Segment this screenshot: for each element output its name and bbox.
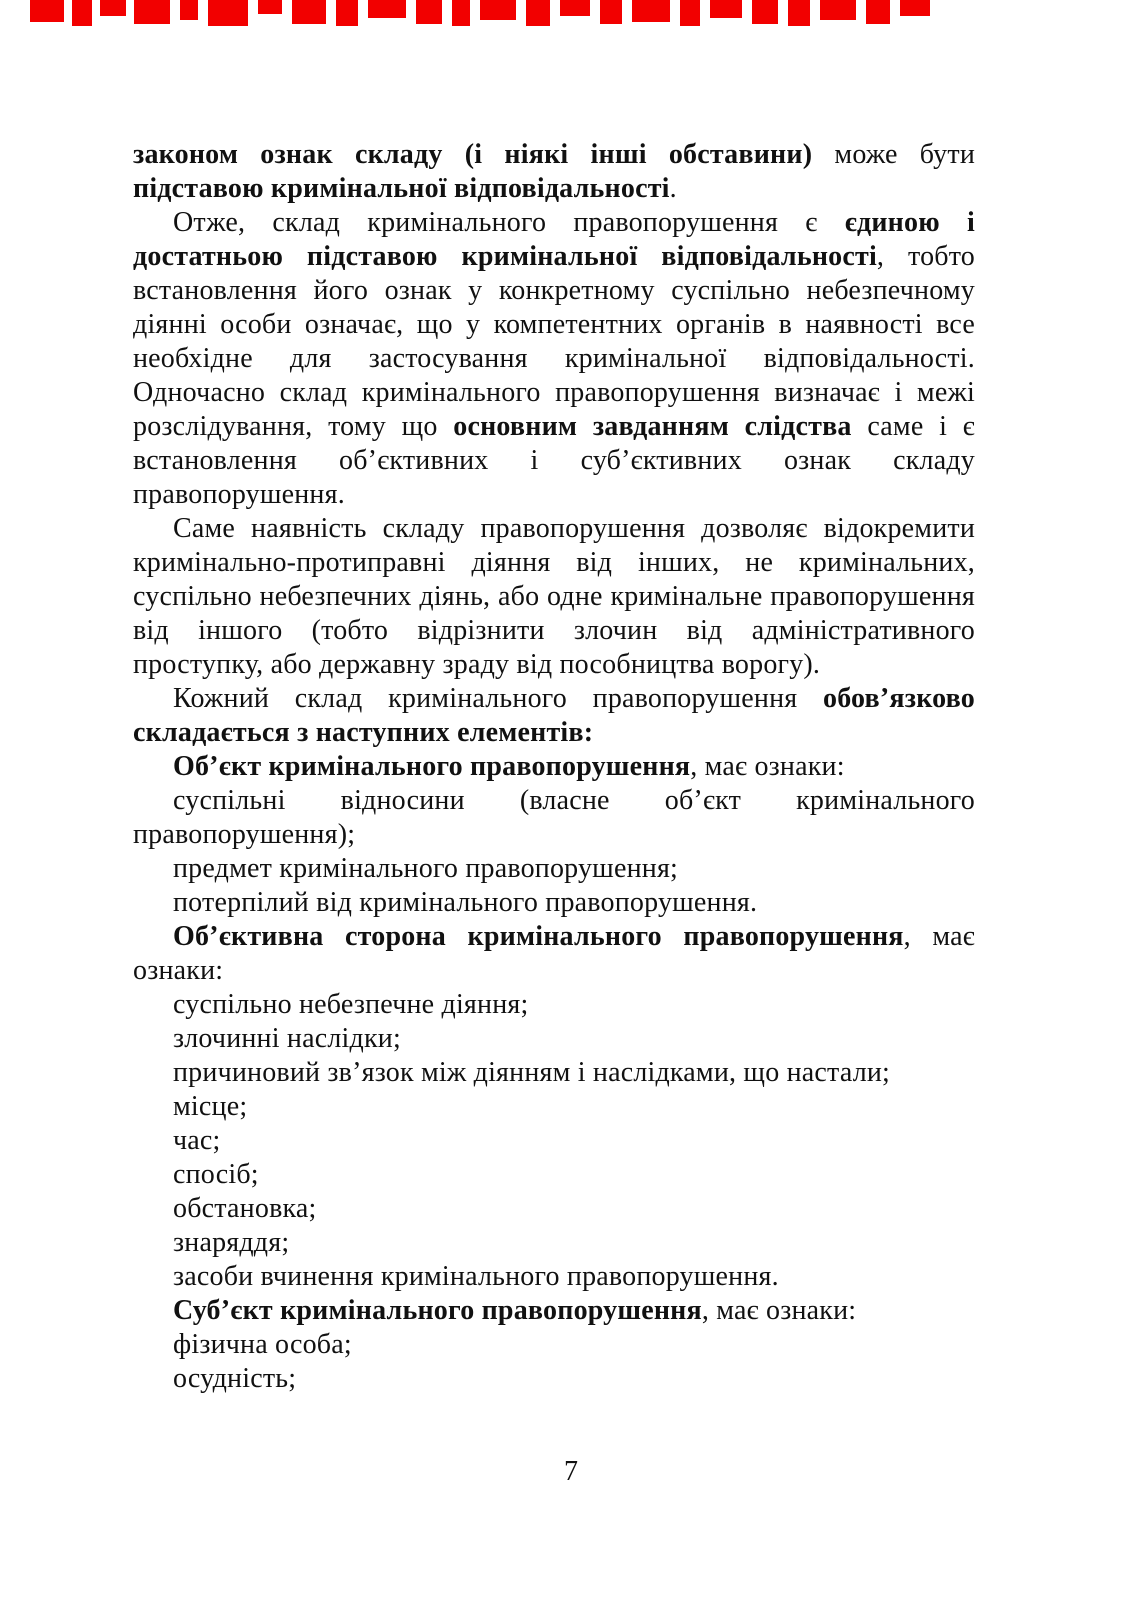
text-run: потерпілий від кримінального правопорушення. — [173, 887, 758, 918]
text-run: Саме наявність складу правопорушення дозволяє відокремити кримінально-протиправні діяння від інших, не кримінальних, суспільно небезпечних діянь, або одне кримінальне правопорушення від іншого (тобто відрізнити злочин від адміністративного проступку, або державну зраду від пособництва ворогу). — [133, 513, 975, 680]
text-run: , має ознаки: — [701, 1295, 857, 1326]
paragraph — [133, 886, 975, 920]
paragraph — [133, 1226, 975, 1260]
text-run: суспільні відносини (власне об’єкт кримінального правопорушення); — [133, 785, 975, 850]
text-run: засоби вчинення кримінального правопорушення. — [173, 1261, 779, 1292]
paragraph — [133, 206, 975, 512]
paragraph — [133, 1328, 975, 1362]
text-run: обстановка; — [173, 1193, 317, 1224]
text-run: законом ознак складу (і ніякі інші обставини) — [133, 139, 813, 170]
red-fragments-graphic — [30, 0, 950, 28]
text-run: Суб’єкт кримінального правопорушення — [173, 1295, 702, 1326]
paragraph — [133, 1192, 975, 1226]
text-run: , має ознаки: — [133, 921, 975, 986]
paragraph — [133, 1090, 975, 1124]
paragraph — [133, 1260, 975, 1294]
text-run: . — [669, 173, 677, 204]
paragraph — [133, 138, 975, 206]
text-run: предмет кримінального правопорушення; — [173, 853, 679, 884]
paragraph — [133, 1294, 975, 1328]
paragraph — [133, 1056, 975, 1090]
page-body — [133, 138, 975, 1396]
text-run: осудність; — [173, 1363, 297, 1394]
text-run: обов’язково складається з наступних елементів: — [133, 683, 975, 748]
top-edge-red-artifact — [30, 0, 950, 28]
text-run: , має ознаки: — [690, 751, 845, 782]
paragraph — [133, 1022, 975, 1056]
page-number: 7 — [564, 1456, 578, 1487]
text-run: саме і є встановлення об’єктивних і суб’єктивних ознак складу правопорушення. — [133, 411, 975, 510]
text-run: може бути — [812, 139, 975, 170]
paragraph — [133, 784, 975, 852]
paragraph — [133, 1124, 975, 1158]
text-run: підставою кримінальної відповідальності — [133, 173, 670, 204]
paragraph — [133, 1362, 975, 1396]
paragraph — [133, 512, 975, 682]
text-run: причиновий зв’язок між діянням і наслідками, що настали; — [173, 1057, 891, 1088]
text-run: спосіб; — [173, 1159, 259, 1190]
paragraph — [133, 682, 975, 750]
text-run: основним завданням слідства — [453, 411, 852, 442]
text-run: фізична особа; — [173, 1329, 352, 1360]
paragraph — [133, 750, 975, 784]
text-run: місце; — [173, 1091, 248, 1122]
paragraph — [133, 1158, 975, 1192]
text-run: Отже, склад кримінального правопорушення є — [173, 207, 845, 238]
paragraph — [133, 920, 975, 988]
text-run: Об’єктивна сторона кримінального правопорушення — [173, 921, 904, 952]
text-run: єдиною і достатньою підставою кримінальної відповідальності — [133, 207, 975, 272]
text-run: суспільно небезпечне діяння; — [173, 989, 529, 1020]
text-run: , тобто встановлення його ознак у конкретному суспільно небезпечному діянні особи означає, що у компетентних органів в наявності все необхідне для застосування кримінальної відповідальності. Одночасно склад кримінального правопорушення визначає і межі розслідування, тому що — [133, 241, 975, 442]
paragraph — [133, 988, 975, 1022]
text-run: злочинні наслідки; — [173, 1023, 401, 1054]
paragraph — [133, 852, 975, 886]
text-run: Об’єкт кримінального правопорушення — [173, 751, 691, 782]
text-run: час; — [173, 1125, 221, 1156]
text-run: знаряддя; — [173, 1227, 290, 1258]
text-run: Кожний склад кримінального правопорушення — [173, 683, 824, 714]
